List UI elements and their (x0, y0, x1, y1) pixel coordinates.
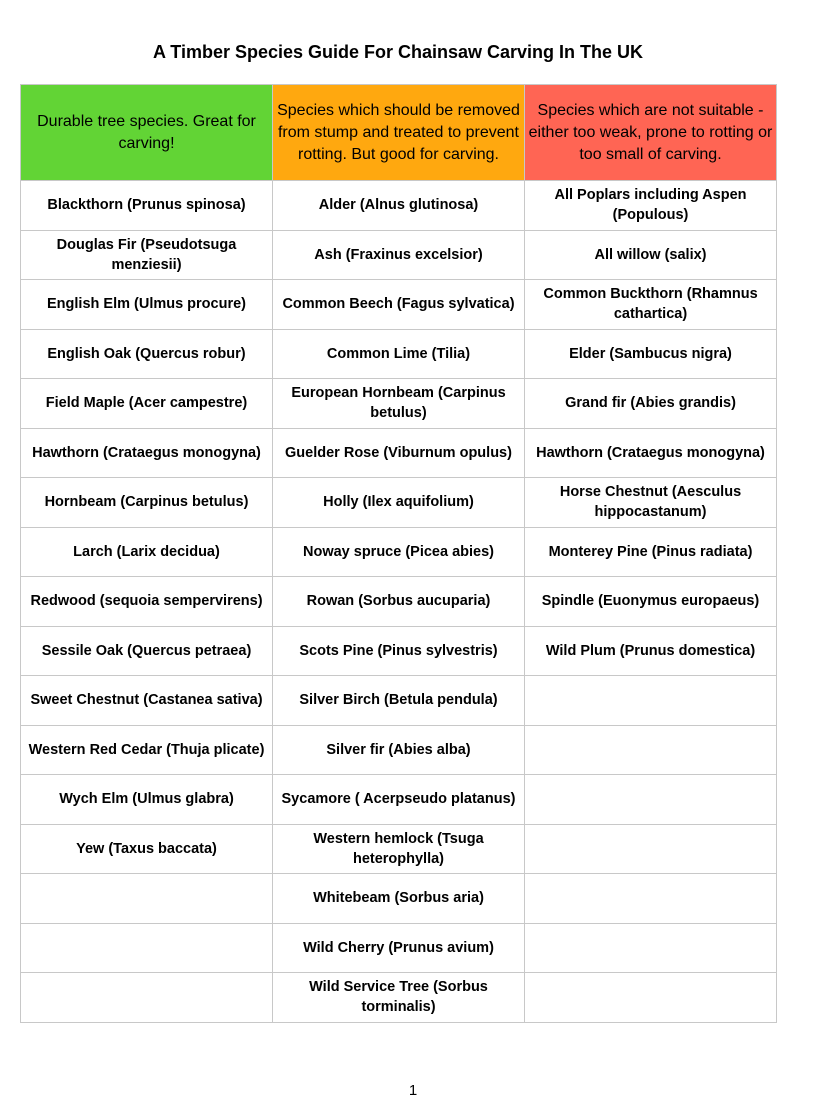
table-row (21, 676, 777, 726)
table-row (21, 973, 777, 1023)
species-cell-unsuitable: Grand fir (Abies grandis) (525, 379, 777, 429)
species-cell-unsuitable (525, 973, 777, 1023)
species-cell-unsuitable (525, 676, 777, 726)
table-body (21, 181, 777, 1023)
species-cell-durable: English Oak (Quercus robur) (21, 329, 273, 379)
species-cell-treat-for-rot: Common Lime (Tilia) (273, 329, 525, 379)
species-cell-durable (21, 874, 273, 924)
species-cell-durable (21, 973, 273, 1023)
species-cell-treat-for-rot: Whitebeam (Sorbus aria) (273, 874, 525, 924)
species-cell-unsuitable: Common Buckthorn (Rhamnus cathartica) (525, 280, 777, 330)
species-cell-treat-for-rot: Alder (Alnus glutinosa) (273, 181, 525, 231)
species-cell-treat-for-rot: Wild Service Tree (Sorbus torminalis) (273, 973, 525, 1023)
table-row (21, 874, 777, 924)
species-cell-treat-for-rot: Noway spruce (Picea abies) (273, 527, 525, 577)
species-table (20, 84, 777, 1023)
species-cell-durable: Hawthorn (Crataegus monogyna) (21, 428, 273, 478)
species-cell-durable: Hornbeam (Carpinus betulus) (21, 478, 273, 528)
species-cell-durable: Redwood (sequoia sempervirens) (21, 577, 273, 627)
species-cell-treat-for-rot: Common Beech (Fagus sylvatica) (273, 280, 525, 330)
table-row (21, 181, 777, 231)
species-cell-unsuitable: All Poplars including Aspen (Populous) (525, 181, 777, 231)
species-cell-treat-for-rot: Rowan (Sorbus aucuparia) (273, 577, 525, 627)
header-unsuitable: Species which are not suitable - either too weak, prone to rotting or too small of carving. (525, 85, 777, 181)
species-cell-treat-for-rot: Ash (Fraxinus excelsior) (273, 230, 525, 280)
species-cell-unsuitable: Horse Chestnut (Aesculus hippocastanum) (525, 478, 777, 528)
species-cell-unsuitable: Monterey Pine (Pinus radiata) (525, 527, 777, 577)
table-row (21, 329, 777, 379)
table-row (21, 775, 777, 825)
species-cell-unsuitable (525, 874, 777, 924)
table-row (21, 230, 777, 280)
species-cell-treat-for-rot: Scots Pine (Pinus sylvestris) (273, 626, 525, 676)
header-durable: Durable tree species. Great for carving! (21, 85, 273, 181)
document-title: A Timber Species Guide For Chainsaw Carving In The UK (152, 42, 644, 62)
species-cell-treat-for-rot: Silver Birch (Betula pendula) (273, 676, 525, 726)
species-cell-unsuitable: All willow (salix) (525, 230, 777, 280)
species-cell-treat-for-rot: European Hornbeam (Carpinus betulus) (273, 379, 525, 429)
table-row (21, 725, 777, 775)
table-row (21, 626, 777, 676)
species-cell-treat-for-rot: Western hemlock (Tsuga heterophylla) (273, 824, 525, 874)
species-cell-durable (21, 923, 273, 973)
species-cell-durable: English Elm (Ulmus procure) (21, 280, 273, 330)
species-cell-durable: Larch (Larix decidua) (21, 527, 273, 577)
table-header (21, 85, 777, 181)
table-row (21, 428, 777, 478)
species-cell-unsuitable: Spindle (Euonymus europaeus) (525, 577, 777, 627)
table-row (21, 577, 777, 627)
species-cell-unsuitable: Wild Plum (Prunus domestica) (525, 626, 777, 676)
species-cell-durable: Douglas Fir (Pseudotsuga menziesii) (21, 230, 273, 280)
species-cell-treat-for-rot: Sycamore ( Acerpseudo platanus) (273, 775, 525, 825)
table-row (21, 478, 777, 528)
table-row (21, 379, 777, 429)
header-row (21, 85, 777, 181)
species-cell-treat-for-rot: Wild Cherry (Prunus avium) (273, 923, 525, 973)
species-cell-durable: Sweet Chestnut (Castanea sativa) (21, 676, 273, 726)
species-cell-durable: Sessile Oak (Quercus petraea) (21, 626, 273, 676)
species-cell-durable: Blackthorn (Prunus spinosa) (21, 181, 273, 231)
species-cell-unsuitable (525, 725, 777, 775)
species-cell-unsuitable (525, 775, 777, 825)
table-row (21, 824, 777, 874)
species-cell-durable: Western Red Cedar (Thuja plicate) (21, 725, 273, 775)
species-cell-unsuitable (525, 824, 777, 874)
species-cell-treat-for-rot: Guelder Rose (Viburnum opulus) (273, 428, 525, 478)
species-cell-treat-for-rot: Holly (Ilex aquifolium) (273, 478, 525, 528)
species-cell-durable: Wych Elm (Ulmus glabra) (21, 775, 273, 825)
table-row (21, 527, 777, 577)
table-row (21, 923, 777, 973)
species-cell-unsuitable: Hawthorn (Crataegus monogyna) (525, 428, 777, 478)
species-cell-unsuitable: Elder (Sambucus nigra) (525, 329, 777, 379)
species-cell-unsuitable (525, 923, 777, 973)
header-treat-for-rot: Species which should be removed from stump and treated to prevent rotting. But good for carving. (273, 85, 525, 181)
species-cell-durable: Yew (Taxus baccata) (21, 824, 273, 874)
species-cell-durable: Field Maple (Acer campestre) (21, 379, 273, 429)
table-row (21, 280, 777, 330)
page-number: 1 (408, 1082, 418, 1099)
species-cell-treat-for-rot: Silver fir (Abies alba) (273, 725, 525, 775)
